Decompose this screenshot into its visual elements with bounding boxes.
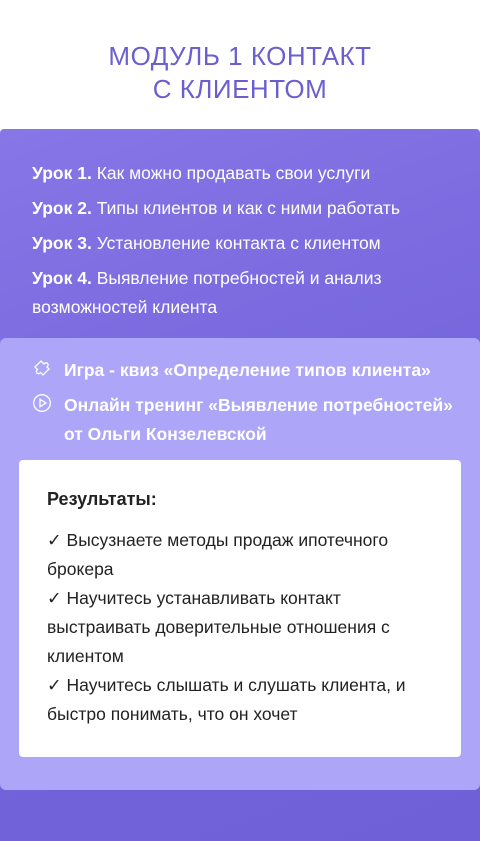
module-title bbox=[0, 40, 480, 106]
online-training-item bbox=[32, 391, 462, 449]
play-circle-icon bbox=[32, 393, 52, 413]
module-title-line-2: С КЛИЕНТОМ bbox=[152, 74, 328, 104]
lesson-number: Урок 2. bbox=[32, 198, 92, 218]
lesson-title: Как можно продавать свои услуги bbox=[91, 163, 371, 183]
lesson-item bbox=[32, 159, 462, 188]
online-training-label: Онлайн тренинг «Выявление потребностей» от Ольги Конзелевской bbox=[64, 395, 453, 444]
results-title: Результаты: bbox=[47, 489, 157, 509]
results-card bbox=[19, 460, 461, 757]
result-item: ✓ Научитесь слышать и слушать клиента, и быстро понимать, что он хочет bbox=[47, 675, 406, 724]
lesson-item bbox=[32, 194, 462, 223]
bonus-panel bbox=[0, 338, 480, 790]
lesson-item bbox=[32, 264, 462, 322]
lesson-number: Урок 4. bbox=[32, 268, 92, 288]
lesson-title: Типы клиентов и как с ними работать bbox=[91, 198, 401, 218]
module-title-line-1: МОДУЛЬ 1 КОНТАКТ bbox=[108, 41, 372, 71]
lesson-title: Выявление потребностей и анализ возможностей клиента bbox=[32, 268, 382, 317]
results-list bbox=[47, 526, 447, 729]
module-content-panel bbox=[0, 129, 480, 841]
puzzle-icon bbox=[32, 358, 52, 378]
quiz-game-item bbox=[32, 356, 462, 385]
result-item: ✓ Научитесь устанавливать контакт выстраивать доверительные отношения с клиентом bbox=[47, 588, 390, 666]
lesson-list bbox=[32, 159, 462, 328]
lesson-title: Установление контакта с клиентом bbox=[91, 233, 381, 253]
lesson-item bbox=[32, 229, 462, 258]
lesson-number: Урок 3. bbox=[32, 233, 92, 253]
quiz-game-label: Игра - квиз «Определение типов клиента» bbox=[64, 360, 431, 380]
lesson-number: Урок 1. bbox=[32, 163, 92, 183]
result-item: ✓ Высузнаете методы продаж ипотечного брокера bbox=[47, 530, 389, 579]
